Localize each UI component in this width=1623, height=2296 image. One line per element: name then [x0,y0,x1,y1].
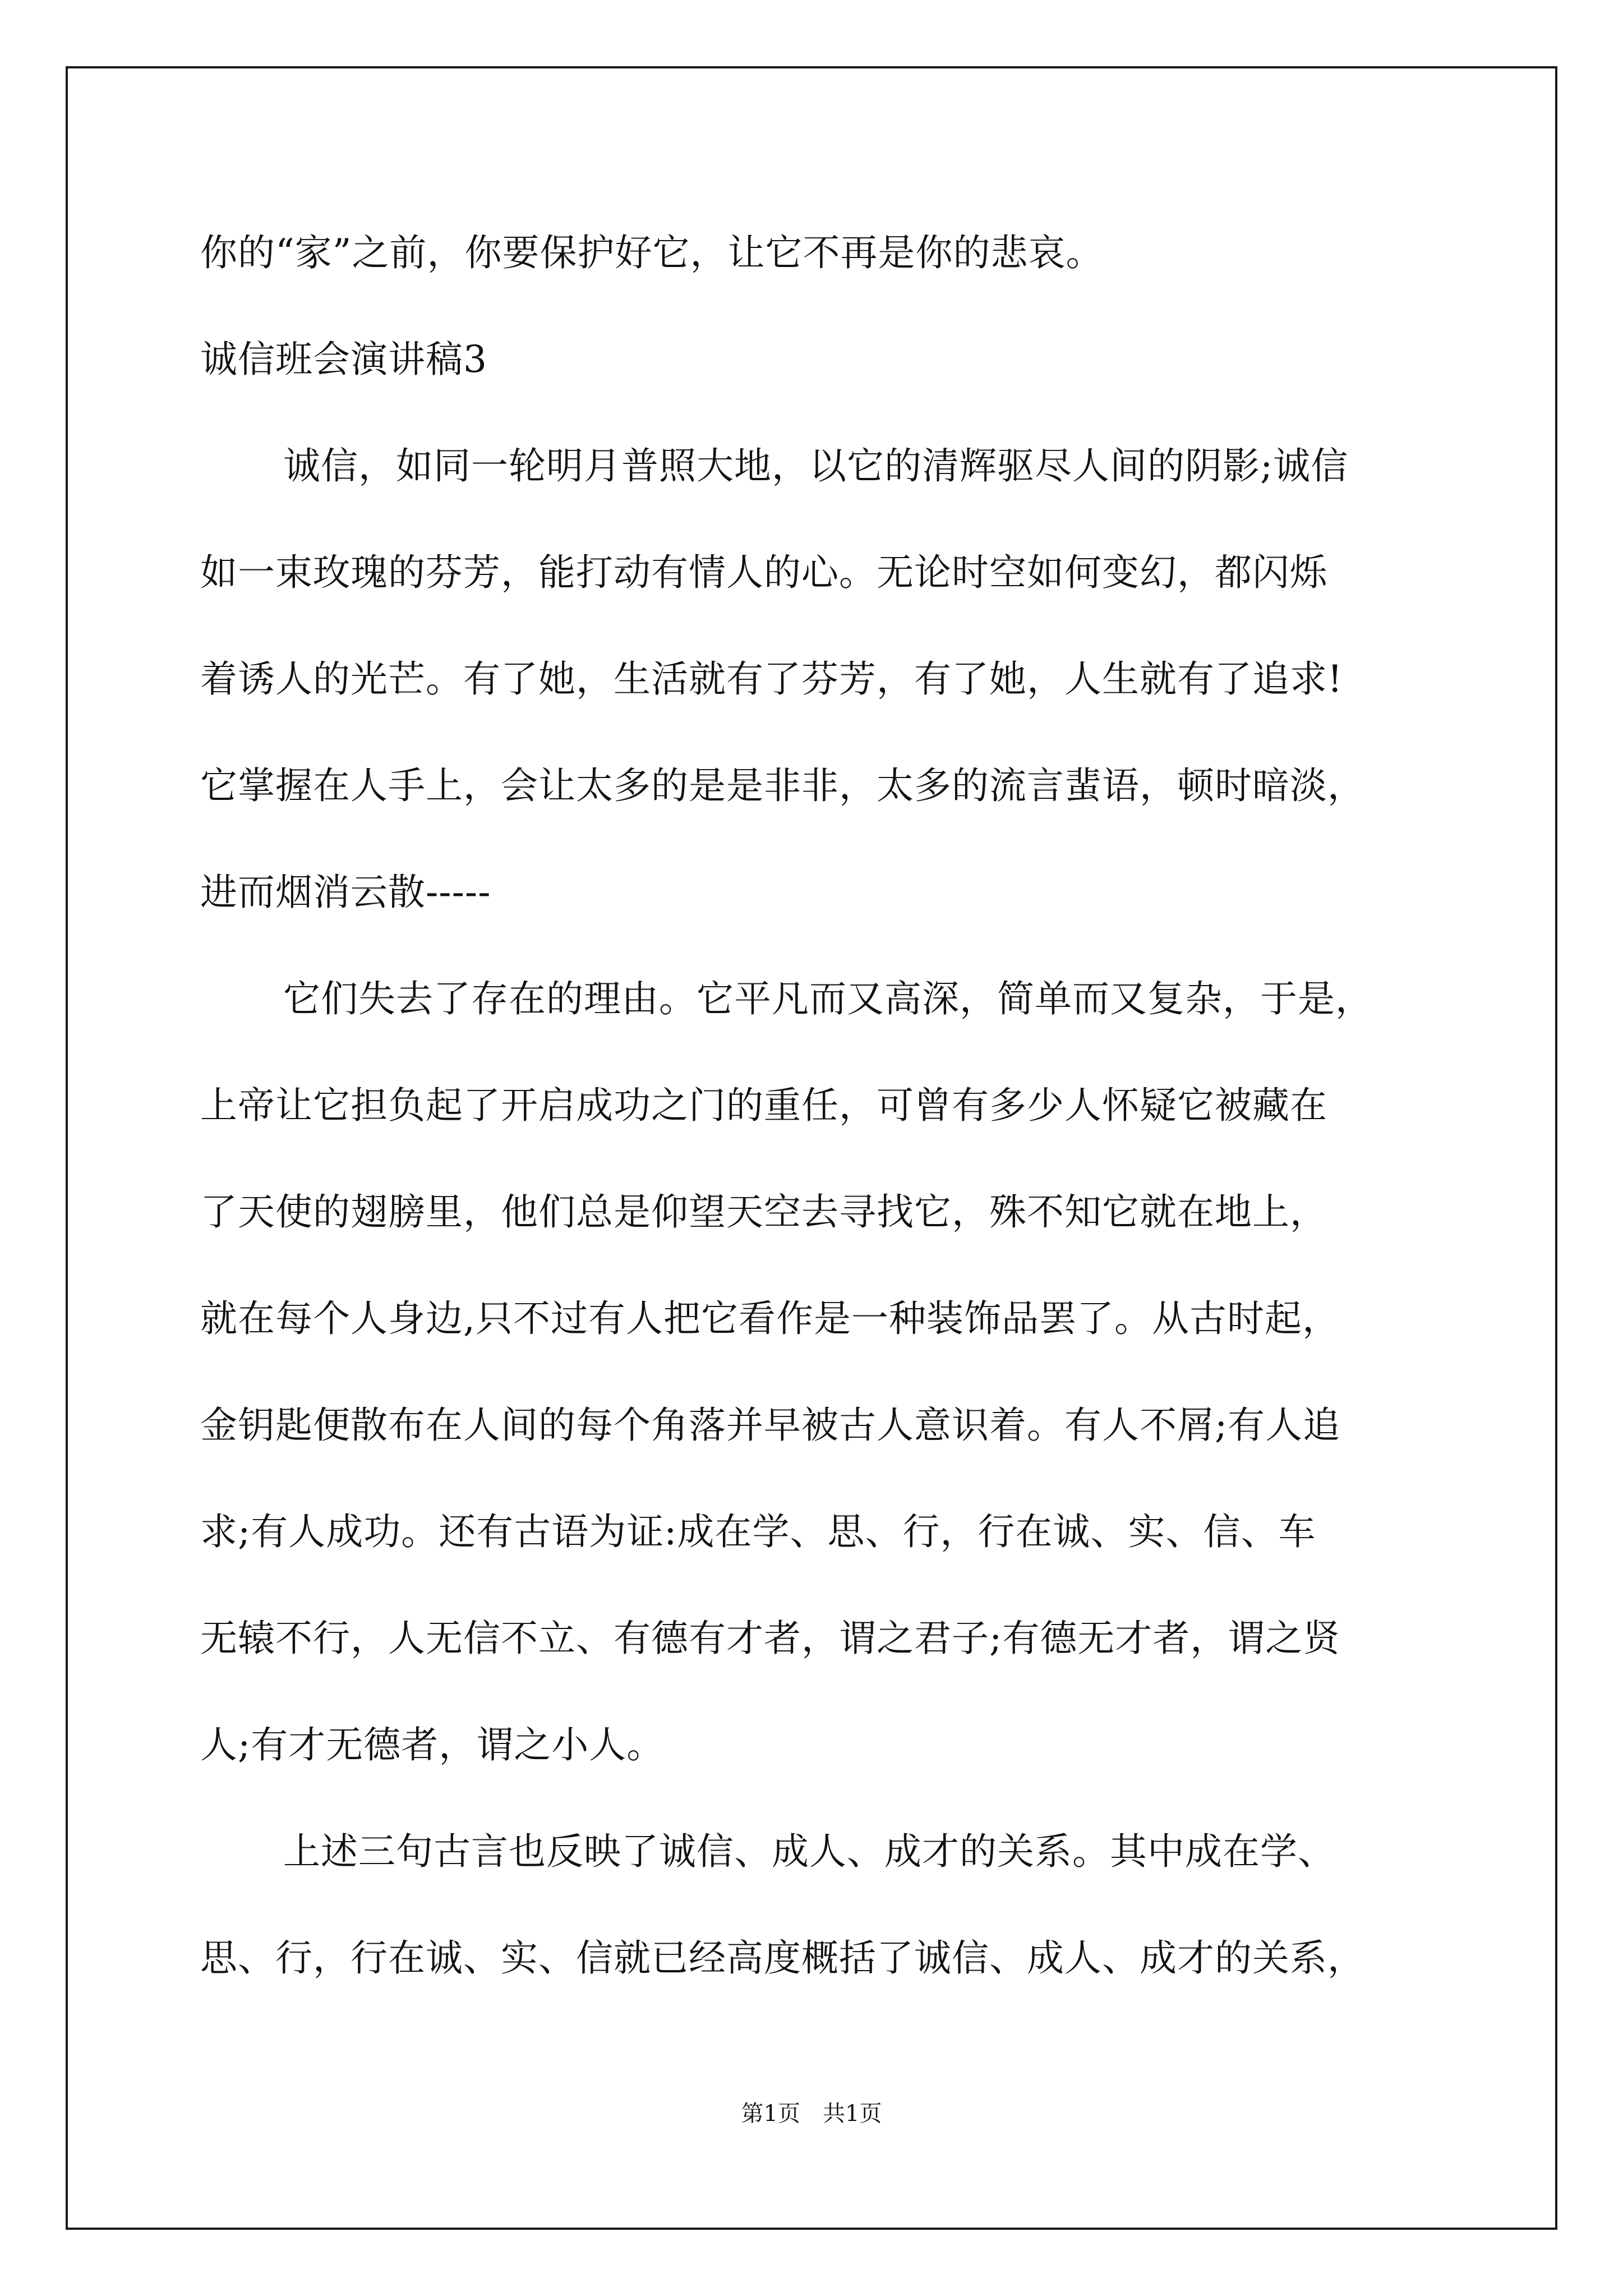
text-line: 了天使的翅膀里，他们总是仰望天空去寻找它，殊不知它就在地上， [200,1190,1327,1234]
page-footer: 第1页 共1页 [741,2101,882,2127]
text-line: 无辕不行，人无信不立、有德有才者，谓之君子;有德无才者，谓之贤 [200,1617,1341,1660]
text-line: 进而烟消云散----- [200,871,491,914]
section-heading: 诚信班会演讲稿3 [200,338,487,381]
text-line: 金钥匙便散布在人间的每个角落并早被古人意识着。有人不屑;有人追 [200,1404,1341,1447]
text-line: 它掌握在人手上，会让太多的是是非非，太多的流言蜚语，顿时暗淡， [200,764,1365,807]
page-border [66,66,1557,2230]
text-line: 上帝让它担负起了开启成功之门的重任，可曾有多少人怀疑它被藏在 [200,1084,1327,1127]
paragraph-first-line: 它们失去了存在的理由。它平凡而又高深，简单而又复杂，于是， [283,977,1373,1020]
text-line: 着诱人的光芒。有了她，生活就有了芬芳，有了她，人生就有了追求! [200,657,1343,701]
text-line: 人;有才无德者，谓之小人。 [200,1723,665,1766]
text-line: 如一束玫瑰的芬芳，能打动有情人的心。无论时空如何变幻，都闪烁 [200,551,1327,594]
text-line: 求;有人成功。还有古语为证:成在学、思、行，行在诚、实、信、车 [200,1510,1316,1553]
paragraph-first-line: 诚信，如同一轮明月普照大地，以它的清辉驱尽人间的阴影;诚信 [283,444,1349,487]
text-line: 思、行，行在诚、实、信就已经高度概括了诚信、成人、成才的关系， [200,1936,1365,1980]
text-line: 你的“家”之前，你要保护好它，让它不再是你的悲哀。 [200,231,1104,274]
paragraph-first-line: 上述三句古言也反映了诚信、成人、成才的关系。其中成在学、 [283,1830,1335,1873]
text-line: 就在每个人身边,只不过有人把它看作是一种装饰品罢了。从古时起， [200,1297,1340,1340]
